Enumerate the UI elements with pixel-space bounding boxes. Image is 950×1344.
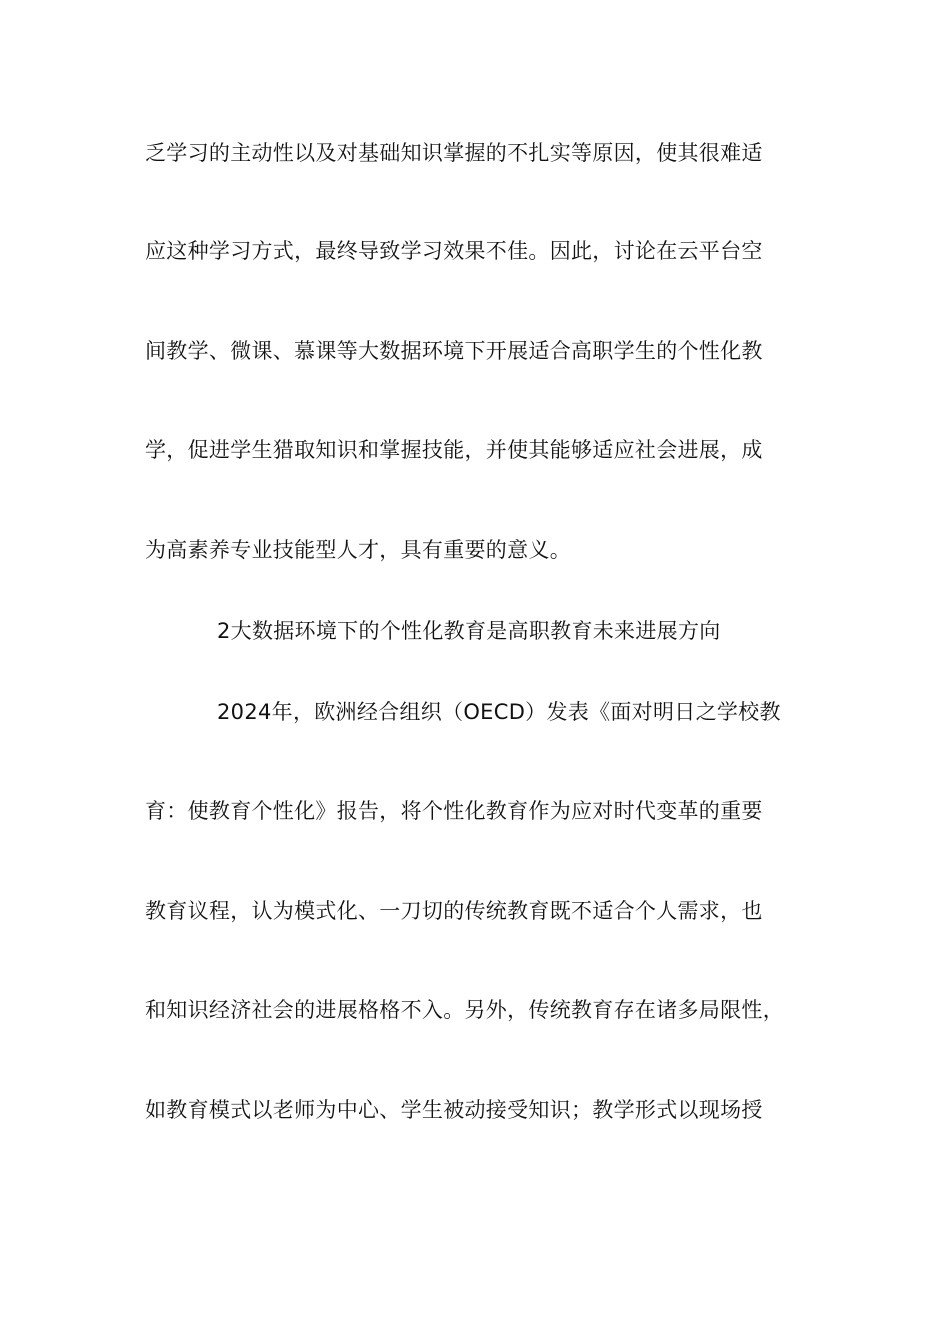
- body-text-line: 间教学、微课、慕课等大数据环境下开展适合高职学生的个性化教: [145, 339, 763, 363]
- body-text-line: 为高素养专业技能型人才，具有重要的意义。: [145, 538, 571, 562]
- body-text-line: 应这种学习方式，最终导致学习效果不佳。因此，讨论在云平台空: [145, 239, 763, 263]
- body-text-line: 2024年，欧洲经合组织（OECD）发表《面对明日之学校教: [217, 700, 781, 724]
- body-text-line: 学，促进学生猎取知识和掌握技能，并使其能够适应社会进展，成: [145, 438, 763, 462]
- section-heading: 2大数据环境下的个性化教育是高职教育未来进展方向: [217, 619, 721, 643]
- body-text-line: 育：使教育个性化》报告，将个性化教育作为应对时代变革的重要: [145, 799, 763, 823]
- body-text-line: 教育议程，认为模式化、一刀切的传统教育既不适合个人需求，也: [145, 899, 763, 923]
- body-text-line: 如教育模式以老师为中心、学生被动接受知识；教学形式以现场授: [145, 1098, 763, 1122]
- body-text-line: 乏学习的主动性以及对基础知识掌握的不扎实等原因，使其很难适: [145, 141, 763, 165]
- body-text-line: 和知识经济社会的进展格格不入。另外，传统教育存在诸多局限性，: [145, 998, 784, 1022]
